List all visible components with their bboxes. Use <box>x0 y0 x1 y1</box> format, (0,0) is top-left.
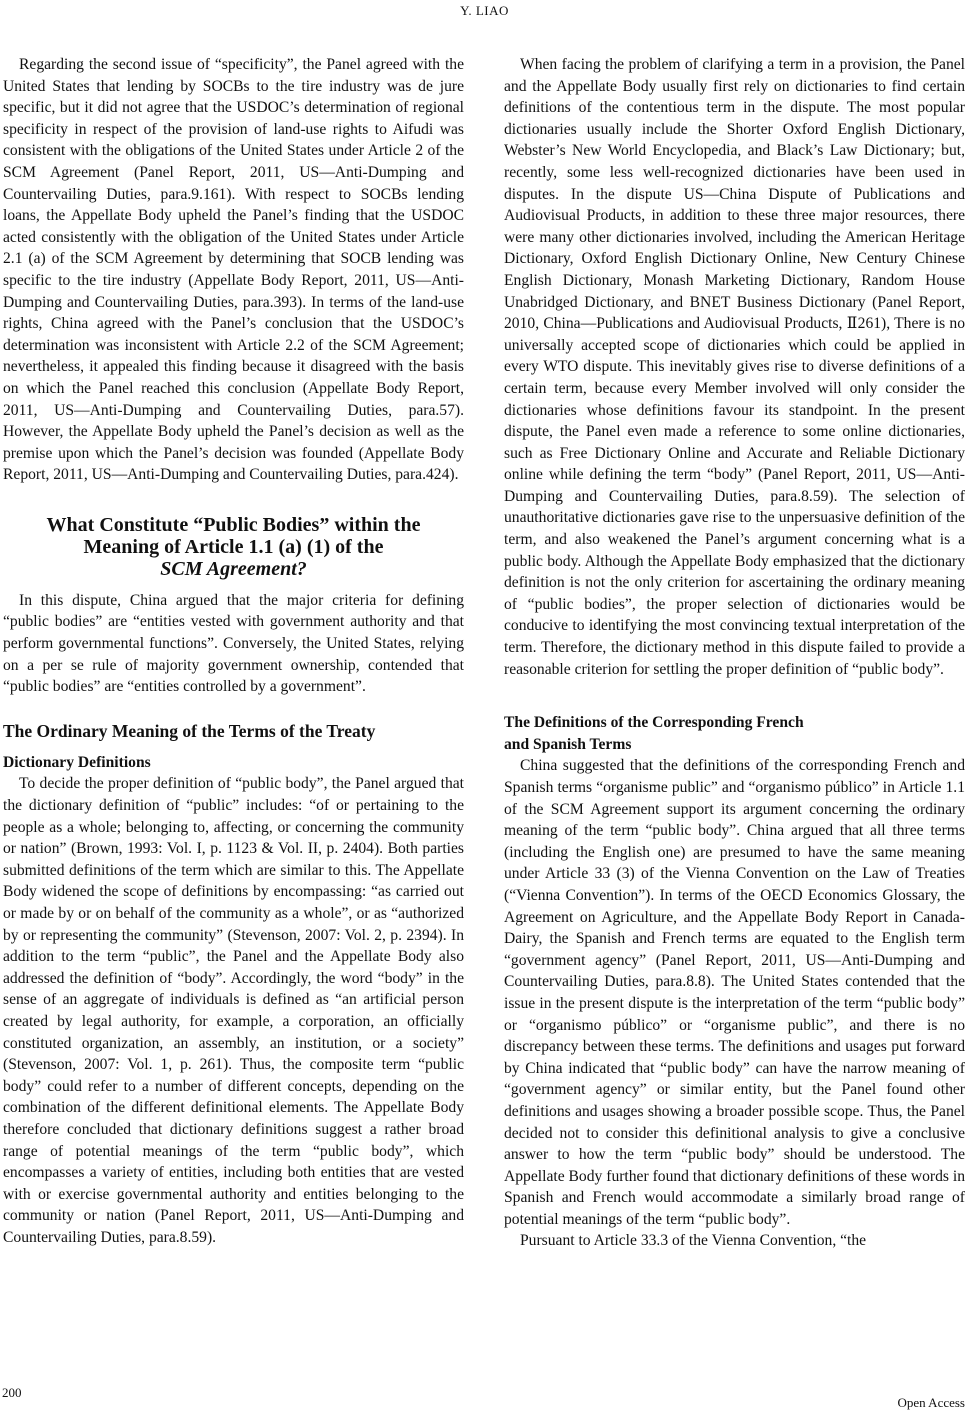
running-head: Y. LIAO <box>460 3 509 18</box>
heading-line: What Constitute “Public Bodies” within the <box>46 513 421 536</box>
heading-line: and Spanish Terms <box>504 735 632 753</box>
heading-line: Meaning of Article 1.1 (a) (1) of the <box>83 535 384 558</box>
paragraph-criteria: In this dispute, China argued that the major criteria for defining “public bodies” are “entities vested with government authority and that perform governmental functions”. Conversely, the United States, relying on a per se rule of majority government ownership, contended that “public bodies” are “entities controlled by a government”. <box>3 591 464 696</box>
subsection-heading-french-spanish <box>504 712 965 755</box>
paragraph-french-spanish: China suggested that the definitions of the corresponding French and Spanish terms “organisme public” and “organismo público” in Article 1.1 of the SCM Agreement support its argument concerning the ordinary meaning of the term “public body”. China argued that all three terms (including the English one) are presumed to have the same meaning under Article 33 (3) of the Vienna Convention on the Law of Treaties (“Vienna Convention”). In terms of the OECD Economics Glossary, the Agreement on Agriculture, and the Appellate Body Report in Canada-Dairy, the Spanish and French terms are equated to the English term “government agency” (Panel Report, 2011, US—Anti-Dumping and Countervailing Duties, para.8.8). The United States contended that the issue in the present dispute is the interpretation of the term “public body” or “organismo público” or “organisme public”, and there is no discrepancy between these terms. The definitions and usages put forward by China indicated that “public body” can have the narrow meaning of “government agency” or similar entity, but the Panel found other definitions and usages showing a broader possible scope. Thus, the Panel decided not to consider this definitional analysis to give a conclusive answer to how the term “public body” should be understood. The Appellate Body further found that dictionary definitions of these words in Spanish and French would accommodate a similarly broad range of potential meanings of the term “public body”. <box>504 757 965 1228</box>
paragraph-vienna: Pursuant to Article 33.3 of the Vienna Convention, “the <box>520 1232 867 1250</box>
open-access-label: Open Access <box>897 1395 965 1410</box>
right-column <box>504 54 965 1252</box>
section-heading-ordinary-meaning: The Ordinary Meaning of the Terms of the Treaty <box>3 720 376 741</box>
paragraph-specificity: Regarding the second issue of “specificity”, the Panel agreed with the United States that lending by SOCBs to the tire industry was de jure specific, but it did not agree that the USDOC’s determination of regional specificity in respect of the provision of land-use rights to Aifudi was consistent with the obligations of the United States under Article 2 of the SCM Agreement (Panel Report, 2011, US—Anti-Dumping and Countervailing Duties, para.9.161). With respect to SOCBs lending loans, the Appellate Body upheld the Panel’s finding that the USDOC acted consistently with the obligation of the United States under Article 2.1 (a) of the SCM Agreement by determining that SOCB lending was specific to the tire industry (Appellate Body Report, 2011, US—Anti-Dumping and Countervailing Duties, para.393). In terms of the land-use rights, China agreed with the Panel’s conclusion that the USDOC’s determination was inconsistent with Article 2.2 of the SCM Agreement; nevertheless, it appealed this finding because it disagreed with the basis on which the Panel reached this conclusion (Appellate Body Report, 2011, US—Anti-Dumping and Countervailing Duties, para.57). However, the Appellate Body upheld the Panel’s decision as well as the premise upon which the Panel’s decision was founded (Appellate Body Report, 2011, US—Anti-Dumping and Countervailing Duties, para.424). <box>3 56 464 484</box>
left-column <box>3 54 464 1249</box>
subsection-heading-dictionary: Dictionary Definitions <box>3 753 151 771</box>
paragraph-dictionaries: When facing the problem of clarifying a term in a provision, the Panel and the Appellate Body usually first rely on dictionaries to find certain definitions of the contentious term in the dispute. The most popular dictionaries usually include the Shorter Oxford English Dictionary, Webster’s New World Encyclopedia, and Black’s Law Dictionary; but, recently, some less well-recognized dictionaries have been used in disputes. In the dispute US—China Dispute of Publications and Audiovisual Products, in addition to these three major resources, there were many other dictionaries involved, including the American Heritage Dictionary, Oxford English Dictionary Online, New Century Chinese English Dictionary, Monash Marketing Dictionary, Random House Unabridged Dictionary, and BNET Business Dictionary (Panel Report, 2010, China—Publications and Audiovisual Products, Ⅱ261), There is no universally accepted scope of dictionaries which could be applied in every WTO dispute. This inevitably gives rise to diverse definitions of a certain term, because every Member involved will only consider the dictionaries whose definitions favour its standpoint. In the present dispute, the Panel even made a reference to some online dictionaries, such as Free Dictionary Online and Accurate and Reliable Dictionary online while defining the term “body” (Panel Report, 2011, US—Anti-Dumping and Countervailing Duties, para.8.59). The selection of unauthoritative dictionaries gave rise to the unpersuasive definition of the term, and also weakened the Panel’s argument concerning what is a public body. Although the Appellate Body emphasized that the dictionary definition is not the only criterion for ascertaining the ordinary meaning of “public bodies”, the proper selection of dictionaries would be conducive to identifying the most convincing textual interpretation of the term. Therefore, the dictionary method in this dispute failed to provide a reasonable criterion for settling the proper definition of “public body”. <box>504 56 965 678</box>
page-number: 200 <box>2 1385 22 1400</box>
section-heading-public-bodies <box>3 514 464 580</box>
heading-line: The Definitions of the Corresponding French <box>504 714 804 732</box>
paragraph-dictionary-definitions: To decide the proper definition of “public body”, the Panel argued that the dictionary definition of “public” includes: “of or pertaining to the people as a whole; belonging to, affecting, or concerning the community or nation” (Brown, 1993: Vol. I, p. 1123 & Vol. II, p. 2404). Both parties submitted definitions of the term which are similar to this. The Appellate Body widened the scope of definitions by encompassing: “as carried out or made by or on behalf of the community as a whole”, or as “authorized by or representing the community” (Stevenson, 2007: Vol. 2, p. 2394). In addition to the term “public”, the Panel and the Appellate Body also addressed the definition of “body”. Accordingly, the word “body” in the sense of an aggregate of individuals is defined as “an artificial person created by legal authority, for example, a corporation, an officially constituted organization, an assembly, an institution, or a society” (Stevenson, 2007: Vol. 1, p. 261). Thus, the composite term “public body” could refer to a number of different concepts, depending on the combination of the different definitional elements. The Appellate Body therefore concluded that dictionary definitions suggest a rather broad range of potential meanings of the term “public body”, which encompasses a variety of entities, including both entities that are vested with or exercise governmental authority and entities belonging to the community or nation (Panel Report, 2011, US—Anti-Dumping and Countervailing Duties, para.8.59). <box>3 775 464 1246</box>
heading-line: SCM Agreement? <box>160 557 307 580</box>
